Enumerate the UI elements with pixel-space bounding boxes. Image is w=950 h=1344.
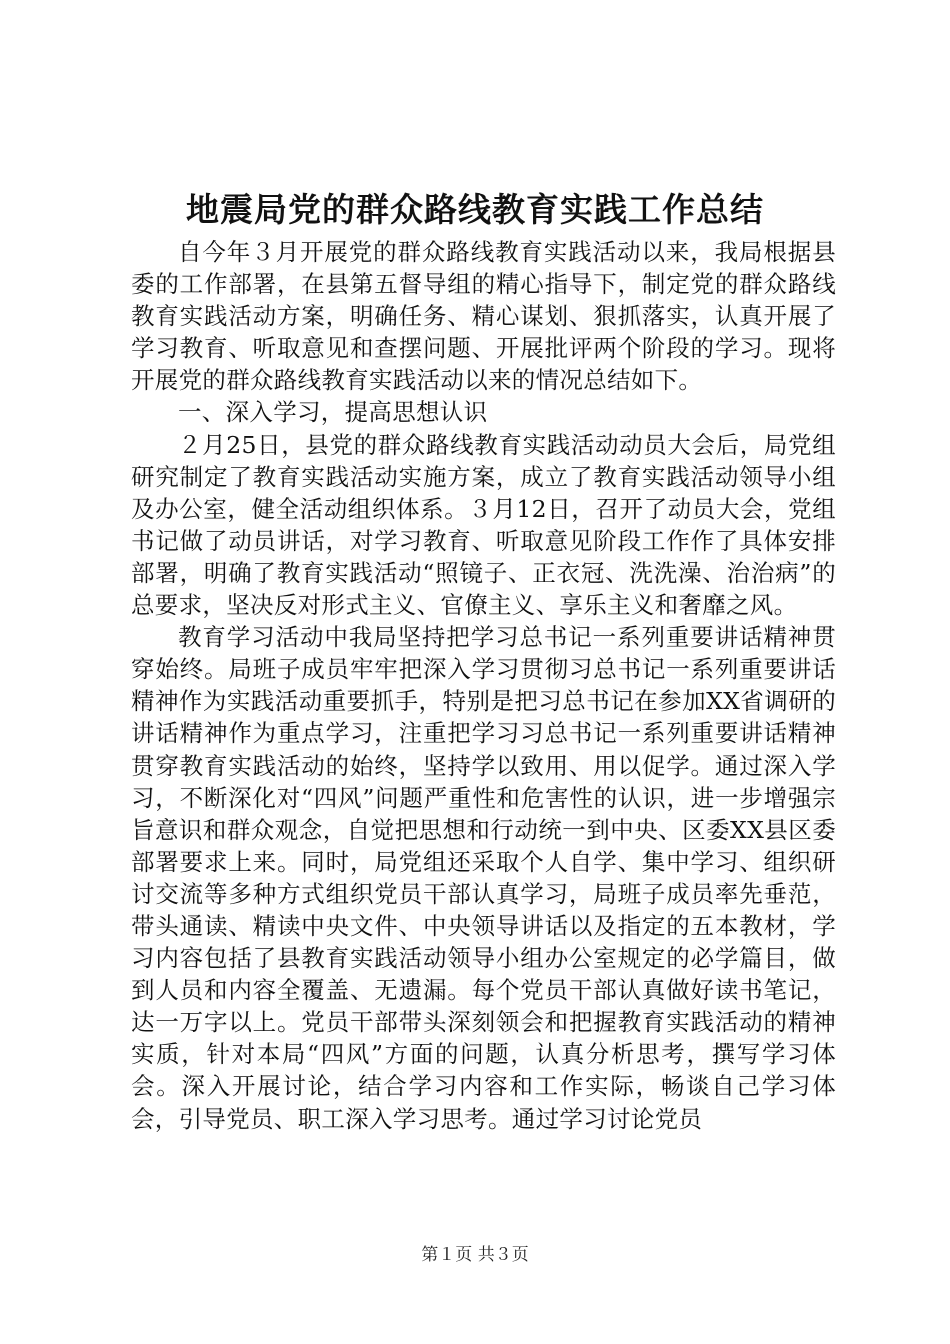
- section-heading-1: 一、深入学习，提高思想认识: [178, 398, 488, 427]
- document-title: 地震局党的群众路线教育实践工作总结: [186, 190, 764, 229]
- paragraph-mobilization: ２月25日，县党的群众路线教育实践活动动员大会后，局党组研究制定了教育实践活动实施方案，成立了教育实践活动领导小组及办公室，健全活动组织体系。３月12日，召开了动员大会，党组书记做了动员讲话，对学习教育、听取意见阶段工作作了具体安排部署，明确了教育实践活动“照镜子、正衣冠、洗洗澡、治治病”的总要求，坚决反对形式主义、官僚主义、享乐主义和奢靡之风。: [131, 430, 836, 620]
- page-number-footer: 第１页 共３页: [421, 1245, 529, 1265]
- document-body: [131, 236, 836, 1135]
- paragraph-intro: 自今年３月开展党的群众路线教育实践活动以来，我局根据县委的工作部署，在县第五督导组的精心指导下，制定党的群众路线教育实践活动方案，明确任务、精心谋划、狠抓落实，认真开展了学习教育、听取意见和查摆问题、开展批评两个阶段的学习。现将开展党的群众路线教育实践活动以来的情况总结如下。: [131, 238, 836, 395]
- paragraph-study: 教育学习活动中我局坚持把学习总书记一系列重要讲话精神贯穿始终。局班子成员牢牢把深入学习贯彻习总书记一系列重要讲话精神作为实践活动重要抓手，特别是把习总书记在参加XX省调研的讲话精神作为重点学习，注重把学习习总书记一系列重要讲话精神贯穿教育实践活动的始终，坚持学以致用、用以促学。通过深入学习，不断深化对“四风”问题严重性和危害性的认识，进一步增强宗旨意识和群众观念，自觉把思想和行动统一到中央、区委XX县区委部署要求上来。同时，局党组还采取个人自学、集中学习、组织研讨交流等多种方式组织党员干部认真学习，局班子成员率先垂范，带头通读、精读中央文件、中央领导讲话以及指定的五本教材，学习内容包括了县教育实践活动领导小组办公室规定的必学篇目，做到人员和内容全覆盖、无遗漏。每个党员干部认真做好读书笔记，达一万字以上。党员干部带头深刻领会和把握教育实践活动的精神实质，针对本局“四风”方面的问题，认真分析思考，撰写学习体会。深入开展讨论，结合学习内容和工作实际，畅谈自己学习体会，引导党员、职工深入学习思考。通过学习讨论党员: [131, 623, 836, 1133]
